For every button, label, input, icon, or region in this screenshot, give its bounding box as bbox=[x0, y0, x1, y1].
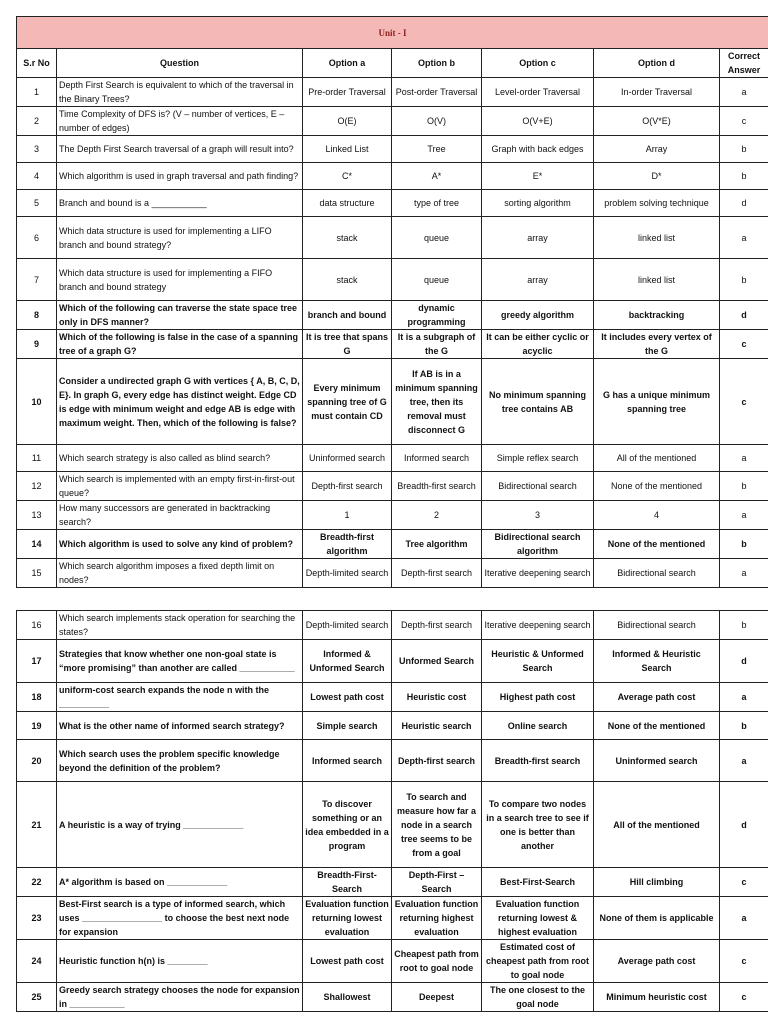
question-text: Depth First Search is equivalent to which of the traversal in the Binary Trees? bbox=[57, 78, 303, 107]
option-c: greedy algorithm bbox=[482, 301, 594, 330]
question-number: 12 bbox=[17, 472, 57, 501]
question-number: 22 bbox=[17, 868, 57, 897]
mcq-table-part-1 bbox=[16, 16, 768, 588]
question-text: The Depth First Search traversal of a graph will result into? bbox=[57, 136, 303, 163]
option-a: Breadth-first algorithm bbox=[303, 530, 392, 559]
question-text: Time Complexity of DFS is? (V – number of vertices, E – number of edges) bbox=[57, 107, 303, 136]
option-d: In-order Traversal bbox=[594, 78, 720, 107]
correct-answer: b bbox=[720, 611, 768, 640]
option-d: None of the mentioned bbox=[594, 530, 720, 559]
table-row bbox=[17, 472, 768, 501]
correct-answer: c bbox=[720, 107, 768, 136]
option-c: Breadth-first search bbox=[482, 740, 594, 782]
option-c: The one closest to the goal node bbox=[482, 983, 594, 1012]
option-a: Shallowest bbox=[303, 983, 392, 1012]
question-text: Which of the following is false in the case of a spanning tree of a graph G? bbox=[57, 330, 303, 359]
option-d: Bidirectional search bbox=[594, 611, 720, 640]
option-b: Depth-First –Search bbox=[392, 868, 482, 897]
questions-part-2 bbox=[17, 611, 768, 1012]
option-c: E* bbox=[482, 163, 594, 190]
question-number: 4 bbox=[17, 163, 57, 190]
option-d: None of the mentioned bbox=[594, 712, 720, 740]
correct-answer: c bbox=[720, 940, 768, 983]
option-d: problem solving technique bbox=[594, 190, 720, 217]
option-b: Heuristic search bbox=[392, 712, 482, 740]
correct-answer: c bbox=[720, 983, 768, 1012]
table-row bbox=[17, 740, 768, 782]
option-c: Graph with back edges bbox=[482, 136, 594, 163]
question-number: 2 bbox=[17, 107, 57, 136]
question-number: 20 bbox=[17, 740, 57, 782]
question-number: 6 bbox=[17, 217, 57, 259]
option-a: It is tree that spans G bbox=[303, 330, 392, 359]
table-row bbox=[17, 611, 768, 640]
option-b: Deepest bbox=[392, 983, 482, 1012]
option-a: Lowest path cost bbox=[303, 940, 392, 983]
option-b: type of tree bbox=[392, 190, 482, 217]
correct-answer: b bbox=[720, 472, 768, 501]
question-number: 25 bbox=[17, 983, 57, 1012]
option-d: Informed & Heuristic Search bbox=[594, 640, 720, 683]
table-row bbox=[17, 163, 768, 190]
option-a: Breadth-First-Search bbox=[303, 868, 392, 897]
header-option-a: Option a bbox=[303, 49, 392, 78]
option-d: It includes every vertex of the G bbox=[594, 330, 720, 359]
option-a: C* bbox=[303, 163, 392, 190]
option-d: G has a unique minimum spanning tree bbox=[594, 359, 720, 445]
table-row bbox=[17, 301, 768, 330]
option-d: Bidirectional search bbox=[594, 559, 720, 588]
question-text: Heuristic function h(n) is ________ bbox=[57, 940, 303, 983]
table-row bbox=[17, 559, 768, 588]
question-number: 7 bbox=[17, 259, 57, 301]
question-text: Best-First search is a type of informed search, which uses ________________ to choose the best next node for expansion bbox=[57, 897, 303, 940]
correct-answer: d bbox=[720, 301, 768, 330]
table-row bbox=[17, 782, 768, 868]
correct-answer: a bbox=[720, 683, 768, 712]
correct-answer: a bbox=[720, 559, 768, 588]
correct-answer: d bbox=[720, 640, 768, 683]
question-text: What is the other name of informed search strategy? bbox=[57, 712, 303, 740]
option-b: Tree bbox=[392, 136, 482, 163]
question-number: 21 bbox=[17, 782, 57, 868]
option-c: Estimated cost of cheapest path from root to goal node bbox=[482, 940, 594, 983]
correct-answer: b bbox=[720, 259, 768, 301]
question-text: Which search implements stack operation for searching the states? bbox=[57, 611, 303, 640]
option-b: Post-order Traversal bbox=[392, 78, 482, 107]
table-row bbox=[17, 136, 768, 163]
option-b: Depth-first search bbox=[392, 611, 482, 640]
option-c: Highest path cost bbox=[482, 683, 594, 712]
correct-answer: b bbox=[720, 163, 768, 190]
option-c: Best-First-Search bbox=[482, 868, 594, 897]
option-b: Informed search bbox=[392, 445, 482, 472]
question-number: 10 bbox=[17, 359, 57, 445]
option-b: A* bbox=[392, 163, 482, 190]
option-b: Cheapest path from root to goal node bbox=[392, 940, 482, 983]
option-a: branch and bound bbox=[303, 301, 392, 330]
header-option-b: Option b bbox=[392, 49, 482, 78]
table-row bbox=[17, 501, 768, 530]
header-question: Question bbox=[57, 49, 303, 78]
correct-answer: b bbox=[720, 530, 768, 559]
table-row bbox=[17, 445, 768, 472]
header-correct-answer: Correct Answer bbox=[720, 49, 768, 78]
question-number: 18 bbox=[17, 683, 57, 712]
option-c: array bbox=[482, 217, 594, 259]
option-b: 2 bbox=[392, 501, 482, 530]
question-text: Which algorithm is used to solve any kind of problem? bbox=[57, 530, 303, 559]
option-b: Heuristic cost bbox=[392, 683, 482, 712]
question-text: How many successors are generated in backtracking search? bbox=[57, 501, 303, 530]
page-title: Unit - I bbox=[17, 17, 768, 49]
option-a: Linked List bbox=[303, 136, 392, 163]
option-d: All of the mentioned bbox=[594, 782, 720, 868]
table-row bbox=[17, 983, 768, 1012]
question-number: 23 bbox=[17, 897, 57, 940]
question-text: Which search uses the problem specific knowledge beyond the definition of the problem? bbox=[57, 740, 303, 782]
question-number: 8 bbox=[17, 301, 57, 330]
option-a: Informed search bbox=[303, 740, 392, 782]
questions-part-1 bbox=[17, 78, 768, 588]
question-number: 14 bbox=[17, 530, 57, 559]
correct-answer: b bbox=[720, 136, 768, 163]
table-row bbox=[17, 640, 768, 683]
table-row bbox=[17, 259, 768, 301]
option-b: Tree algorithm bbox=[392, 530, 482, 559]
option-d: 4 bbox=[594, 501, 720, 530]
header-option-c: Option c bbox=[482, 49, 594, 78]
option-c: No minimum spanning tree contains AB bbox=[482, 359, 594, 445]
table-row bbox=[17, 712, 768, 740]
correct-answer: a bbox=[720, 217, 768, 259]
option-a: Depth-limited search bbox=[303, 559, 392, 588]
header-row bbox=[17, 49, 768, 78]
table-row bbox=[17, 897, 768, 940]
option-a: Uninformed search bbox=[303, 445, 392, 472]
option-c: Level-order Traversal bbox=[482, 78, 594, 107]
question-text: Which search strategy is also called as blind search? bbox=[57, 445, 303, 472]
question-text: Which data structure is used for implementing a FIFO branch and bound strategy bbox=[57, 259, 303, 301]
option-b: O(V) bbox=[392, 107, 482, 136]
mcq-table-part-2 bbox=[16, 610, 768, 1012]
correct-answer: b bbox=[720, 712, 768, 740]
option-c: Simple reflex search bbox=[482, 445, 594, 472]
option-b: Evaluation function returning highest evaluation bbox=[392, 897, 482, 940]
table-row bbox=[17, 107, 768, 136]
option-b: Depth-first search bbox=[392, 559, 482, 588]
option-c: Iterative deepening search bbox=[482, 611, 594, 640]
option-d: D* bbox=[594, 163, 720, 190]
question-number: 16 bbox=[17, 611, 57, 640]
question-number: 3 bbox=[17, 136, 57, 163]
question-text: Branch and bound is a ___________ bbox=[57, 190, 303, 217]
option-d: Array bbox=[594, 136, 720, 163]
option-d: Average path cost bbox=[594, 940, 720, 983]
correct-answer: a bbox=[720, 78, 768, 107]
option-b: queue bbox=[392, 217, 482, 259]
option-a: stack bbox=[303, 259, 392, 301]
option-a: Every minimum spanning tree of G must contain CD bbox=[303, 359, 392, 445]
header-srno: S.r No bbox=[17, 49, 57, 78]
question-text: A heuristic is a way of trying ____________ bbox=[57, 782, 303, 868]
correct-answer: c bbox=[720, 330, 768, 359]
option-c: O(V+E) bbox=[482, 107, 594, 136]
option-c: Heuristic & Unformed Search bbox=[482, 640, 594, 683]
option-c: sorting algorithm bbox=[482, 190, 594, 217]
question-number: 1 bbox=[17, 78, 57, 107]
title-row bbox=[17, 17, 768, 49]
option-c: Iterative deepening search bbox=[482, 559, 594, 588]
option-a: data structure bbox=[303, 190, 392, 217]
option-a: To discover something or an idea embedded in a program bbox=[303, 782, 392, 868]
option-a: 1 bbox=[303, 501, 392, 530]
option-c: To compare two nodes in a search tree to see if one is better than another bbox=[482, 782, 594, 868]
option-d: O(V*E) bbox=[594, 107, 720, 136]
correct-answer: a bbox=[720, 445, 768, 472]
question-number: 19 bbox=[17, 712, 57, 740]
option-b: Unformed Search bbox=[392, 640, 482, 683]
option-d: Hill climbing bbox=[594, 868, 720, 897]
question-number: 24 bbox=[17, 940, 57, 983]
option-d: All of the mentioned bbox=[594, 445, 720, 472]
option-b: Breadth-first search bbox=[392, 472, 482, 501]
correct-answer: c bbox=[720, 359, 768, 445]
option-a: Depth-first search bbox=[303, 472, 392, 501]
option-b: It is a subgraph of the G bbox=[392, 330, 482, 359]
option-b: Depth-first search bbox=[392, 740, 482, 782]
option-a: Pre-order Traversal bbox=[303, 78, 392, 107]
option-a: Informed & Unformed Search bbox=[303, 640, 392, 683]
option-b: To search and measure how far a node in a search tree seems to be from a goal bbox=[392, 782, 482, 868]
table-row bbox=[17, 330, 768, 359]
correct-answer: a bbox=[720, 897, 768, 940]
question-text: A* algorithm is based on ____________ bbox=[57, 868, 303, 897]
option-c: It can be either cyclic or acyclic bbox=[482, 330, 594, 359]
option-d: backtracking bbox=[594, 301, 720, 330]
question-number: 9 bbox=[17, 330, 57, 359]
option-b: dynamic programming bbox=[392, 301, 482, 330]
table-row bbox=[17, 359, 768, 445]
question-text: Which algorithm is used in graph traversal and path finding? bbox=[57, 163, 303, 190]
correct-answer: d bbox=[720, 782, 768, 868]
option-d: None of the mentioned bbox=[594, 472, 720, 501]
correct-answer: c bbox=[720, 868, 768, 897]
correct-answer: a bbox=[720, 740, 768, 782]
table-row bbox=[17, 940, 768, 983]
question-text: Which search algorithm imposes a fixed depth limit on nodes? bbox=[57, 559, 303, 588]
question-text: uniform-cost search expands the node n with the __________ bbox=[57, 683, 303, 712]
table-row bbox=[17, 190, 768, 217]
option-b: queue bbox=[392, 259, 482, 301]
option-c: Online search bbox=[482, 712, 594, 740]
option-a: Lowest path cost bbox=[303, 683, 392, 712]
option-c: Bidirectional search bbox=[482, 472, 594, 501]
option-d: linked list bbox=[594, 217, 720, 259]
option-c: Evaluation function returning lowest & highest evaluation bbox=[482, 897, 594, 940]
question-text: Strategies that know whether one non-goal state is “more promising” than another are called ___________ bbox=[57, 640, 303, 683]
option-a: Simple search bbox=[303, 712, 392, 740]
question-text: Which of the following can traverse the state space tree only in DFS manner? bbox=[57, 301, 303, 330]
table-row bbox=[17, 78, 768, 107]
question-text: Which data structure is used for implementing a LIFO branch and bound strategy? bbox=[57, 217, 303, 259]
option-d: Average path cost bbox=[594, 683, 720, 712]
table-row bbox=[17, 530, 768, 559]
option-a: O(E) bbox=[303, 107, 392, 136]
option-c: Bidirectional search algorithm bbox=[482, 530, 594, 559]
option-b: If AB is in a minimum spanning tree, then its removal must disconnect G bbox=[392, 359, 482, 445]
header-option-d: Option d bbox=[594, 49, 720, 78]
option-a: Evaluation function returning lowest evaluation bbox=[303, 897, 392, 940]
option-c: array bbox=[482, 259, 594, 301]
question-text: Which search is implemented with an empty first-in-first-out queue? bbox=[57, 472, 303, 501]
table-row bbox=[17, 683, 768, 712]
correct-answer: d bbox=[720, 190, 768, 217]
question-number: 5 bbox=[17, 190, 57, 217]
question-text: Consider a undirected graph G with vertices { A, B, C, D, E}. In graph G, every edge has distinct weight. Edge CD is edge with minimum weight and edge AB is edge with maximum weight. Then, which of the following is false? bbox=[57, 359, 303, 445]
option-d: linked list bbox=[594, 259, 720, 301]
option-d: Uninformed search bbox=[594, 740, 720, 782]
table-row bbox=[17, 217, 768, 259]
option-c: 3 bbox=[482, 501, 594, 530]
table-row bbox=[17, 868, 768, 897]
option-a: stack bbox=[303, 217, 392, 259]
question-number: 11 bbox=[17, 445, 57, 472]
question-number: 13 bbox=[17, 501, 57, 530]
option-d: Minimum heuristic cost bbox=[594, 983, 720, 1012]
correct-answer: a bbox=[720, 501, 768, 530]
question-text: Greedy search strategy chooses the node for expansion in ___________ bbox=[57, 983, 303, 1012]
option-a: Depth-limited search bbox=[303, 611, 392, 640]
question-number: 17 bbox=[17, 640, 57, 683]
option-d: None of them is applicable bbox=[594, 897, 720, 940]
question-number: 15 bbox=[17, 559, 57, 588]
